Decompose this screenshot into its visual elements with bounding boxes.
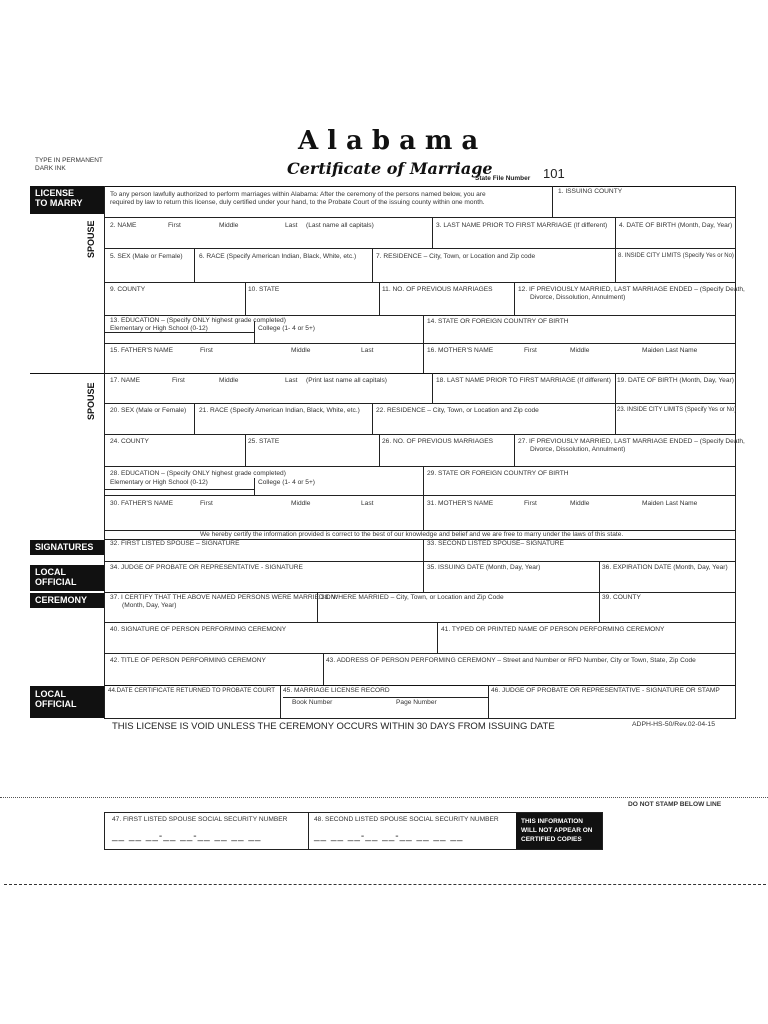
spouse2-sex-field[interactable]: 20. SEX (Male or Female) <box>110 407 187 414</box>
spouse1-prior-last-name-field[interactable]: 3. LAST NAME PRIOR TO FIRST MARRIAGE (If different) <box>436 222 608 229</box>
first-spouse-ssn-label: 47. FIRST LISTED SPOUSE SOCIAL SECURITY NUMBER <box>112 816 288 823</box>
license-label-line1: LICENSE <box>35 188 75 198</box>
spouse2-dob-field[interactable]: 19. DATE OF BIRTH (Month, Day, Year) <box>617 377 734 384</box>
expiration-date-field[interactable]: 36. EXPIRATION DATE (Month, Day, Year) <box>602 564 728 571</box>
spouse-2-label: SPOUSE <box>86 382 96 420</box>
local-official-label-1 <box>30 565 104 591</box>
info-notice-box <box>516 813 602 849</box>
officiant-printed-name-field[interactable]: 41. TYPED OR PRINTED NAME OF PERSON PERFORMING CEREMONY <box>441 626 665 633</box>
local-official-1-line2: OFFICIAL <box>35 577 77 587</box>
spouse1-education-field[interactable]: 13. EDUCATION – (Specify ONLY highest grade completed) <box>110 317 286 324</box>
license-to-marry-label <box>30 186 104 214</box>
spouse2-name-field[interactable]: 17. NAME <box>110 377 141 384</box>
info-notice-line1: THIS INFORMATION <box>521 818 583 825</box>
cut-line <box>4 884 766 885</box>
second-spouse-signature-field[interactable]: 33. SECOND LISTED SPOUSE– SIGNATURE <box>427 540 564 547</box>
spouse1-sex-field[interactable]: 5. SEX (Male or Female) <box>110 253 183 260</box>
spouse2-mother-first-label: First <box>524 500 537 507</box>
spouse2-birthplace-field[interactable]: 29. STATE OR FOREIGN COUNTRY OF BIRTH <box>427 470 569 477</box>
spouse1-first-label: First <box>168 222 181 229</box>
spouse1-dob-field[interactable]: 4. DATE OF BIRTH (Month, Day, Year) <box>619 222 733 229</box>
spouse2-race-field[interactable]: 21. RACE (Specify American Indian, Black, White, etc.) <box>199 407 360 414</box>
certification-statement: We hereby certify the information provided is correct to the best of our knowledge and belief and we are free to marry under the laws of this state. <box>200 531 624 538</box>
spouse1-father-first-label: First <box>200 347 213 354</box>
spouse2-prev-marriages-field[interactable]: 26. NO. OF PREVIOUS MARRIAGES <box>382 438 494 445</box>
second-spouse-ssn-label: 48. SECOND LISTED SPOUSE SOCIAL SECURITY NUMBER <box>314 816 499 823</box>
spouse2-college-label: College (1- 4 or 5+) <box>258 479 315 486</box>
ink-note-2: DARK INK <box>35 165 66 172</box>
judge-stamp-field[interactable]: 46. JUDGE OF PROBATE OR REPRESENTATIVE - SIGNATURE OR STAMP <box>491 687 720 694</box>
officiant-signature-field[interactable]: 40. SIGNATURE OF PERSON PERFORMING CEREMONY <box>110 626 287 633</box>
spouse2-marriage-ended-note: Divorce, Dissolution, Annulment) <box>530 446 626 453</box>
local-official-2-line2: OFFICIAL <box>35 699 77 709</box>
spouse2-state-field[interactable]: 25. STATE <box>248 438 280 445</box>
spouse1-residence-field[interactable]: 7. RESIDENCE – City, Town, or Location and Zip code <box>376 253 536 260</box>
spouse1-mother-middle-label: Middle <box>570 347 590 354</box>
state-file-label: State File Number <box>475 175 531 182</box>
date-returned-field[interactable]: 44.DATE CERTIFICATE RETURNED TO PROBATE COURT <box>108 687 275 694</box>
spouse1-state-field[interactable]: 10. STATE <box>248 286 280 293</box>
spouse1-middle-label: Middle <box>219 222 239 229</box>
intro-line-1: To any person lawfully authorized to perform marriages within Alabama: After the ceremony of the persons named below, you are <box>110 191 486 198</box>
info-notice-line3: CERTIFIED COPIES <box>521 836 582 843</box>
spouse2-marriage-ended-field[interactable]: 27. IF PREVIOUSLY MARRIED, LAST MARRIAGE ENDED – (Specify Death, <box>518 438 745 445</box>
local-official-label-2 <box>30 686 104 718</box>
spouse1-elementary-label: Elementary or High School (0-12) <box>110 325 208 332</box>
where-married-field[interactable]: 38. WHERE MARRIED – City, Town, or Location and Zip Code <box>321 594 504 601</box>
spouse1-marriage-ended-note: Divorce, Dissolution, Annulment) <box>530 294 626 301</box>
form-title: Alabama <box>298 126 488 156</box>
spouse1-city-limits-field[interactable]: 8. INSIDE CITY LIMITS (Specify Yes or No) <box>618 253 734 259</box>
book-number-label: Book Number <box>292 699 333 706</box>
intro-line-2: required by law to return this license, duly certified under your hand, to the Probate Court of the issuing county within one month. <box>110 199 485 206</box>
spouse1-name-note: (Last name all capitals) <box>306 222 374 229</box>
officiant-address-field[interactable]: 43. ADDRESS OF PERSON PERFORMING CEREMONY – Street and Number or RFD Number, City or Town, State, Zip Code <box>326 657 696 664</box>
ceremony-county-field[interactable]: 39. COUNTY <box>602 594 641 601</box>
married-on-date-note: (Month, Day, Year) <box>122 602 177 609</box>
judge-signature-field[interactable]: 34. JUDGE OF PROBATE OR REPRESENTATIVE - SIGNATURE <box>110 564 303 571</box>
spouse1-prev-marriages-field[interactable]: 11. NO. OF PREVIOUS MARRIAGES <box>382 286 493 293</box>
spouse2-middle-label: Middle <box>219 377 239 384</box>
license-record-field[interactable]: 45. MARRIAGE LICENSE RECORD <box>283 687 390 694</box>
spouse1-marriage-ended-field[interactable]: 12. IF PREVIOUSLY MARRIED, LAST MARRIAGE ENDED – (Specify Death, <box>518 286 745 293</box>
stamp-divider-line <box>0 797 768 798</box>
signatures-label: SIGNATURES <box>30 540 104 555</box>
issuing-date-field[interactable]: 35. ISSUING DATE (Month, Day, Year) <box>427 564 541 571</box>
form-id: ADPH-HS-50/Rev.02-04-15 <box>632 721 715 728</box>
void-notice: THIS LICENSE IS VOID UNLESS THE CEREMONY OCCURS WITHIN 30 DAYS FROM ISSUING DATE <box>112 721 555 732</box>
page-number-label: Page Number <box>396 699 437 706</box>
state-file-number: 101 <box>543 166 565 181</box>
spouse1-father-middle-label: Middle <box>291 347 311 354</box>
form-subtitle: Certificate of Marriage <box>287 159 493 178</box>
spouse2-father-middle-label: Middle <box>291 500 311 507</box>
issuing-county-field[interactable]: 1. ISSUING COUNTY <box>558 188 623 195</box>
spouse2-father-name-field[interactable]: 30. FATHER'S NAME <box>110 500 174 507</box>
spouse2-residence-field[interactable]: 22. RESIDENCE – City, Town, or Location and Zip code <box>376 407 539 414</box>
spouse2-county-field[interactable]: 24. COUNTY <box>110 438 149 445</box>
do-not-stamp-notice: DO NOT STAMP BELOW LINE <box>628 801 722 808</box>
spouse2-father-first-label: First <box>200 500 213 507</box>
first-spouse-ssn-input[interactable]: __ __ __-__ __-__ __ __ __ <box>112 831 262 842</box>
spouse1-name-field[interactable]: 2. NAME <box>110 222 137 229</box>
spouse-1-label: SPOUSE <box>86 220 96 258</box>
spouse1-birthplace-field[interactable]: 14. STATE OR FOREIGN COUNTRY OF BIRTH <box>427 318 569 325</box>
officiant-title-field[interactable]: 42. TITLE OF PERSON PERFORMING CEREMONY <box>110 657 266 664</box>
spouse2-name-note: (Print last name all capitals) <box>306 377 387 384</box>
spouse2-city-limits-field[interactable]: 23. INSIDE CITY LIMITS (Specify Yes or No) <box>617 407 737 413</box>
ceremony-label: CEREMONY <box>30 593 104 608</box>
spouse1-mother-name-field[interactable]: 16. MOTHER'S NAME <box>427 347 494 354</box>
spouse2-last-label: Last <box>285 377 298 384</box>
local-official-2-line1: LOCAL <box>35 689 66 699</box>
first-spouse-signature-field[interactable]: 32. FIRST LISTED SPOUSE – SIGNATURE <box>110 540 240 547</box>
spouse1-race-field[interactable]: 6. RACE (Specify American Indian, Black, White, etc.) <box>199 253 357 260</box>
spouse2-prior-last-name-field[interactable]: 18. LAST NAME PRIOR TO FIRST MARRIAGE (If different) <box>436 377 611 384</box>
spouse2-mother-middle-label: Middle <box>570 500 590 507</box>
spouse2-first-label: First <box>172 377 185 384</box>
spouse1-mother-maiden-label: Maiden Last Name <box>642 347 698 354</box>
local-official-1-line1: LOCAL <box>35 567 66 577</box>
license-label-line2: TO MARRY <box>35 198 83 208</box>
ink-note-1: TYPE IN PERMANENT <box>35 157 103 164</box>
spouse2-education-field[interactable]: 28. EDUCATION – (Specify ONLY highest grade completed) <box>110 470 286 477</box>
married-on-date-field[interactable]: 37. I CERTIFY THAT THE ABOVE NAMED PERSONS WERE MARRIED ON: <box>110 594 338 601</box>
spouse2-mother-name-field[interactable]: 31. MOTHER'S NAME <box>427 500 494 507</box>
spouse1-county-field[interactable]: 9. COUNTY <box>110 286 146 293</box>
spouse1-mother-first-label: First <box>524 347 537 354</box>
spouse2-elementary-label: Elementary or High School (0-12) <box>110 479 208 486</box>
spouse1-last-label: Last <box>285 222 298 229</box>
spouse1-college-label: College (1- 4 or 5+) <box>258 325 315 332</box>
spouse1-father-last-label: Last <box>361 347 374 354</box>
info-notice-line2: WILL NOT APPEAR ON <box>521 827 593 834</box>
second-spouse-ssn-input[interactable]: __ __ __-__ __-__ __ __ __ <box>314 831 464 842</box>
spouse2-mother-maiden-label: Maiden Last Name <box>642 500 698 507</box>
spouse2-father-last-label: Last <box>361 500 374 507</box>
spouse1-father-name-field[interactable]: 15. FATHER'S NAME <box>110 347 174 354</box>
